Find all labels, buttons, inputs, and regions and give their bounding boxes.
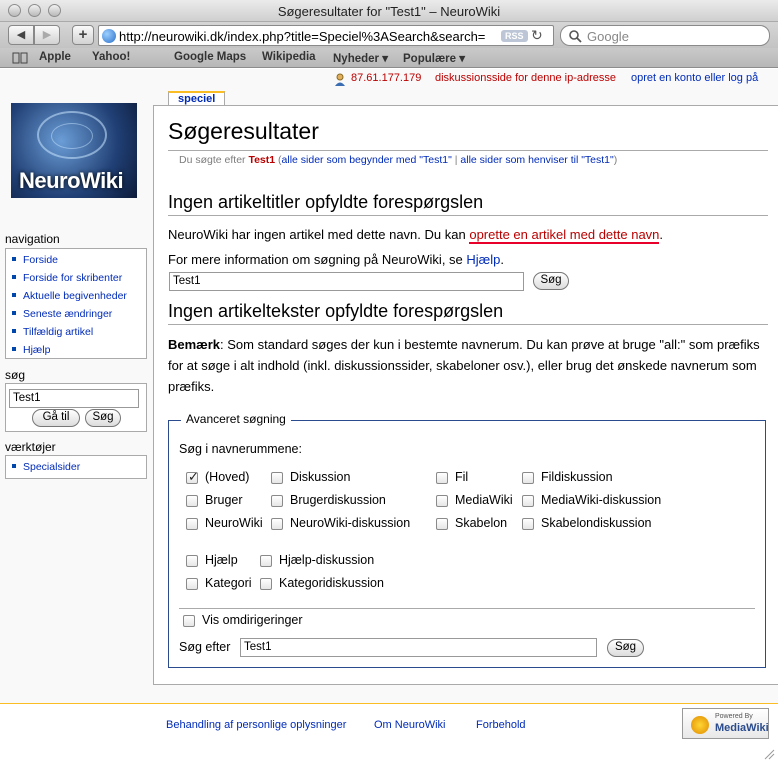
checkbox-skabelon[interactable] <box>436 518 448 530</box>
checkbox-label: Kategori <box>205 576 252 590</box>
advanced-search-fieldset <box>168 412 766 668</box>
back-button[interactable] <box>8 25 34 45</box>
section-divider <box>168 215 768 216</box>
sidebar-item-specialsider[interactable] <box>12 458 146 476</box>
no-article-sentence: NeuroWiki har ingen artikel med dette navn. Du kan <box>168 227 466 242</box>
bullet-icon <box>12 275 16 279</box>
section-divider <box>168 324 768 325</box>
help-link[interactable]: Hjælp <box>466 252 501 267</box>
page-title: Søgeresultater <box>168 118 319 144</box>
search-subtitle <box>179 154 617 166</box>
checkbox-mediawiki[interactable] <box>436 495 448 507</box>
checkbox-redirects[interactable] <box>183 615 195 627</box>
go-button[interactable]: Gå til <box>32 409 80 427</box>
checkbox-neurowiki[interactable] <box>186 518 198 530</box>
sidebar-item-forside-skribenter[interactable] <box>12 269 146 287</box>
sidebar-search-input[interactable]: Test1 <box>9 389 139 408</box>
whatlinkshere-link[interactable]: alle sider som henviser til "Test1" <box>460 154 614 166</box>
tab-special[interactable]: speciel <box>168 91 225 107</box>
checkbox-skabelondiskussion[interactable] <box>522 518 534 530</box>
tools-heading: værktøjer <box>5 440 56 454</box>
redirects-label: Vis omdirigeringer <box>202 613 303 627</box>
checkbox-label: Fildiskussion <box>541 470 613 484</box>
brain-graphic-inner <box>51 123 93 149</box>
checkbox-label: Diskussion <box>290 470 351 484</box>
checkbox-label: MediaWiki <box>455 493 513 507</box>
search-portlet <box>5 383 147 432</box>
subtitle-paren-open: ( <box>278 154 282 166</box>
bookmark-item[interactable]: Apple <box>39 51 71 63</box>
window-titlebar <box>0 0 778 22</box>
sidebar-item-hjaelp[interactable] <box>12 341 146 359</box>
mediawiki-flower-icon <box>691 716 709 734</box>
checkbox-hjaelp-diskussion[interactable] <box>260 555 272 567</box>
section-heading-titles: Ingen artikeltitler opfyldte forespørgslen <box>168 192 484 212</box>
sidebar-item-label[interactable]: Forside <box>23 254 59 266</box>
navigation-heading: navigation <box>5 232 60 246</box>
sidebar-item-label[interactable]: Specialsider <box>23 461 81 473</box>
main-content <box>153 105 778 685</box>
checkbox-kategori[interactable] <box>186 578 198 590</box>
checkbox-hjaelp[interactable] <box>186 555 198 567</box>
checkbox-brugerdiskussion[interactable] <box>271 495 283 507</box>
checkbox-label: Skabelondiskussion <box>541 516 652 530</box>
browser-search-placeholder: Google <box>587 29 629 44</box>
checkbox-label: NeuroWiki <box>205 516 263 530</box>
main-search-button[interactable]: Søg <box>533 272 569 290</box>
sidebar-item-label[interactable]: Seneste ændringer <box>23 308 113 320</box>
address-text[interactable]: http://neurowiki.dk/index.php?title=Speciel%3ASearch&search= <box>119 29 486 44</box>
bookmark-item[interactable]: Google Maps <box>174 51 247 63</box>
footer-privacy-link[interactable]: Behandling af personlige oplysninger <box>166 719 347 731</box>
subtitle-separator: | <box>454 154 458 166</box>
address-bar[interactable] <box>98 25 554 46</box>
bullet-icon <box>12 257 16 261</box>
checkbox-label: Skabelon <box>455 516 508 530</box>
bullet-icon <box>12 347 16 351</box>
browser-search-field[interactable] <box>560 25 770 46</box>
browser-toolbar <box>0 22 778 48</box>
reload-icon[interactable]: ↻ <box>531 27 543 43</box>
subtitle-paren-close: ) <box>613 154 618 166</box>
bookmark-menu-populaere[interactable]: Populære ▾ <box>403 53 466 65</box>
bullet-icon <box>12 464 16 468</box>
search-for-label: Søg efter <box>179 640 231 654</box>
bullet-icon <box>12 329 16 333</box>
checkbox-neurowiki-diskussion[interactable] <box>271 518 283 530</box>
ip-talk-link[interactable]: diskussionsside for denne ip-adresse <box>435 72 616 84</box>
sidebar-item-tilfaeldig[interactable] <box>12 323 146 341</box>
resize-grip-icon[interactable] <box>763 748 775 760</box>
footer-disclaimer-link[interactable]: Forbehold <box>476 719 526 731</box>
create-article-link[interactable]: oprette en artikel med dette navn <box>469 227 660 242</box>
subtitle-prefix: Du søgte efter <box>179 154 246 166</box>
sidebar-item-label[interactable]: Hjælp <box>23 344 51 356</box>
login-link[interactable]: opret en konto eller log på <box>631 72 759 84</box>
note-bold: Bemærk <box>168 337 221 352</box>
web-page <box>0 69 778 759</box>
advanced-search-button[interactable]: Søg <box>607 639 644 657</box>
checkbox-kategoridiskussion[interactable] <box>260 578 272 590</box>
fieldset-divider <box>179 608 755 609</box>
badge-big-text: MediaWiki <box>715 722 769 734</box>
advanced-search-input[interactable]: Test1 <box>240 638 597 657</box>
forward-button[interactable] <box>34 25 60 45</box>
checkbox-fildiskussion[interactable] <box>522 472 534 484</box>
checkbox-label: NeuroWiki-diskussion <box>290 516 411 530</box>
checkbox-bruger[interactable] <box>186 495 198 507</box>
section-heading-texts: Ingen artikeltekster opfyldte forespørgslen <box>168 301 504 321</box>
sentence-period: . <box>659 227 664 242</box>
checkbox-label: (Hoved) <box>205 470 250 484</box>
checkmark-icon: ✓ <box>188 469 199 484</box>
bookmark-menu-nyheder[interactable]: Nyheder ▾ <box>333 53 388 65</box>
sidebar-item-forside[interactable] <box>12 251 146 269</box>
sidebar-item-seneste[interactable] <box>12 305 146 323</box>
bullet-icon <box>12 311 16 315</box>
help-info-sentence: For mere information om søgning på NeuroWiki, se <box>168 252 463 267</box>
sidebar-item-label[interactable]: Aktuelle begivenheder <box>23 290 127 302</box>
add-bookmark-button[interactable] <box>72 25 94 45</box>
forward-arrow-icon: ▶ <box>42 29 52 41</box>
ip-address-link[interactable]: 87.61.177.179 <box>351 72 422 84</box>
checkbox-label: Brugerdiskussion <box>290 493 386 507</box>
badge-small-text: Powered By <box>715 713 753 720</box>
sidebar-item-label[interactable]: Tilfældig artikel <box>23 326 94 338</box>
checkbox-label: Fil <box>455 470 469 484</box>
prefix-search-link[interactable]: alle sider som begynder med "Test1" <box>281 154 452 166</box>
bullet-icon <box>12 293 16 297</box>
bookmarks-bar <box>0 48 778 68</box>
sidebar-search-button[interactable]: Søg <box>85 409 121 427</box>
plus-icon: + <box>78 26 88 43</box>
tools-portlet <box>5 455 147 479</box>
sentence-period: . <box>500 252 504 267</box>
main-search-input[interactable]: Test1 <box>169 272 524 291</box>
search-heading: søg <box>5 368 26 382</box>
magnifier-icon <box>568 29 582 43</box>
footer <box>0 703 778 759</box>
book-icon[interactable] <box>12 52 28 64</box>
back-arrow-icon: ◀ <box>16 29 26 41</box>
note-text-1: : Som standard søges der kun i bestemte navnerum. Du kan prøve at bruge "all:" som præfiks <box>220 337 760 352</box>
note-line-1 <box>168 334 760 355</box>
namespaces-label: Søg i navnerummene: <box>179 442 302 456</box>
bookmark-item[interactable]: Wikipedia <box>262 51 316 63</box>
note-line-2: for at søge i alt indhold (inkl. diskussionssider, skabeloner osv.), eller brug det ønskede navnerum som <box>168 358 757 373</box>
search-term: Test1 <box>248 154 276 166</box>
help-info-text <box>168 249 504 270</box>
sidebar-item-aktuelle[interactable] <box>12 287 146 305</box>
logo-text: NeuroWiki <box>19 168 124 193</box>
checkbox-label: Hjælp <box>205 553 238 567</box>
checkbox-fil[interactable] <box>436 472 448 484</box>
title-divider <box>168 150 768 151</box>
advanced-search-legend: Avanceret søgning <box>181 412 291 426</box>
checkbox-mediawiki-diskussion[interactable] <box>522 495 534 507</box>
checkbox-label: MediaWiki-diskussion <box>541 493 662 507</box>
powered-by-mediawiki-badge[interactable] <box>682 708 769 739</box>
note-line-3: præfiks. <box>168 379 215 394</box>
checkbox-diskussion[interactable] <box>271 472 283 484</box>
checkbox-hoved[interactable] <box>186 469 199 484</box>
no-article-text <box>168 224 663 245</box>
user-icon <box>334 73 346 86</box>
sidebar-item-label[interactable]: Forside for skribenter <box>23 272 123 284</box>
globe-icon <box>102 29 116 43</box>
window-title: Søgeresultater for "Test1" – NeuroWiki <box>277 4 501 19</box>
bookmark-item[interactable]: Yahoo! <box>92 51 131 63</box>
checkbox-label: Kategoridiskussion <box>279 576 384 590</box>
rss-icon[interactable]: RSS <box>501 30 528 42</box>
footer-about-link[interactable]: Om NeuroWiki <box>374 719 446 731</box>
navigation-portlet <box>5 248 147 359</box>
checkbox-label: Bruger <box>205 493 243 507</box>
checkbox-label: Hjælp-diskussion <box>279 553 375 567</box>
site-logo[interactable] <box>11 103 137 198</box>
